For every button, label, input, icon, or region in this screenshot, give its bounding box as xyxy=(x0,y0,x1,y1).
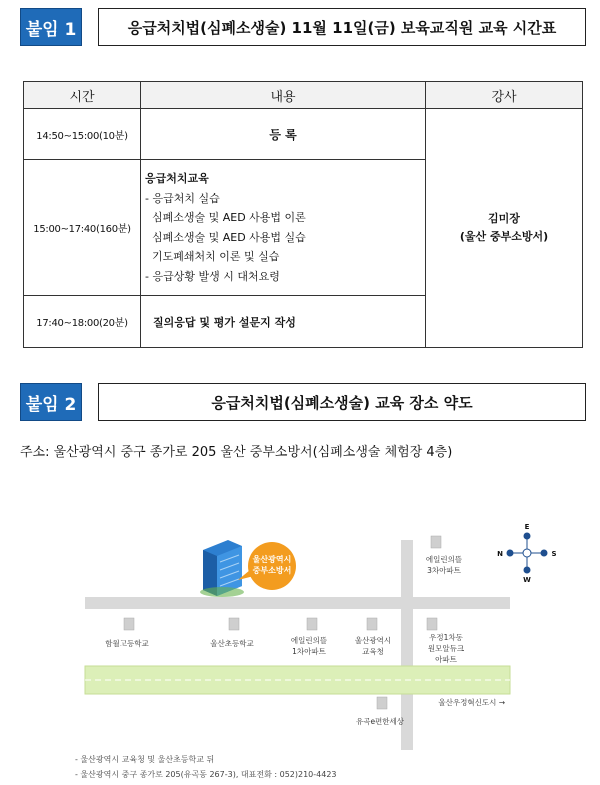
attachment-badge-1: 붙임 1 xyxy=(20,8,82,46)
landmark-label: 3차아파트 xyxy=(427,566,461,575)
header-time: 시간 xyxy=(24,82,141,109)
building-marker xyxy=(124,618,134,630)
lecturer-cell xyxy=(426,109,583,348)
table-header-row xyxy=(24,82,583,109)
content-line: 응급처치교육 xyxy=(145,172,209,185)
schedule-table xyxy=(23,81,583,348)
row-content: 질의응답 및 평가 설문지 작성 xyxy=(141,296,426,348)
landmark-label: 우정1차동 xyxy=(429,633,463,642)
landmark-label: 아파트 xyxy=(435,655,457,664)
location-map xyxy=(0,500,600,785)
building-marker xyxy=(377,697,387,709)
compass-label: E xyxy=(524,523,530,531)
building-marker xyxy=(431,536,441,548)
row-content: 등 록 xyxy=(141,109,426,160)
destination-callout xyxy=(238,542,296,590)
landmark-label: 울산초등학교 xyxy=(210,639,254,648)
map-title: 응급처치법(심폐소생술) 교육 장소 약도 xyxy=(98,383,586,421)
landmark-label: 함월고등학교 xyxy=(105,639,149,648)
landmark-label: 교육청 xyxy=(362,647,384,656)
compass-label: S xyxy=(551,550,557,558)
compass-label: W xyxy=(523,576,531,584)
content-line: 심폐소생술 및 AED 사용법 이론 xyxy=(145,211,306,224)
content-line: 기도폐쇄처치 이론 및 실습 xyxy=(145,250,280,263)
row-time: 14:50~15:00(10분) xyxy=(24,109,141,160)
compass-label: N xyxy=(497,550,503,558)
destination-label: 울산광역시 xyxy=(252,555,292,564)
compass-icon xyxy=(507,533,547,573)
schedule-title: 응급처치법(심폐소생술) 11월 11일(금) 보육교직원 교육 시간표 xyxy=(98,8,586,46)
landmark-label: 에일린의뜰 xyxy=(290,636,328,645)
content-line: - 응급처치 실습 xyxy=(145,191,220,205)
address-text: 주소: 울산광역시 중구 종가로 205 울산 중부소방서(심폐소생술 체험장 4층) xyxy=(20,445,453,460)
destination-label: 중부소방서 xyxy=(252,566,292,575)
header-content: 내용 xyxy=(141,82,426,109)
building-marker xyxy=(307,618,317,630)
landmark-label: 1차아파트 xyxy=(292,647,326,656)
content-line: - 응급상황 발생 시 대처요령 xyxy=(145,269,280,283)
row-time: 17:40~18:00(20분) xyxy=(24,296,141,348)
fire-station-building-icon xyxy=(200,540,244,597)
map-notes xyxy=(75,752,337,782)
content-line: 심폐소생술 및 AED 사용법 실습 xyxy=(145,230,306,244)
row-content xyxy=(141,160,426,296)
lecturer-org: (울산 중부소방서) xyxy=(459,230,549,243)
main-road-horizontal xyxy=(85,597,510,609)
map-note: - 울산광역시 중구 종가로 205(유곡동 267-3), 대표전화 : 052)210-4423 xyxy=(75,770,337,779)
map-note: - 울산광역시 교육청 및 울산초등학교 뒤 xyxy=(75,755,215,764)
building-marker xyxy=(367,618,377,630)
landmark-label: 유곡e편한세상 xyxy=(355,717,405,726)
lecturer-name: 김미장 xyxy=(488,212,520,225)
header-lecturer: 강사 xyxy=(426,82,583,109)
building-marker xyxy=(427,618,437,630)
landmark-label: 울산광역시 xyxy=(354,636,392,645)
building-marker xyxy=(229,618,239,630)
landmark-label: 원모알듀크 xyxy=(427,644,465,653)
table-row xyxy=(24,109,583,160)
attachment-badge-2: 붙임 2 xyxy=(20,383,82,421)
landmark-label: 에일린의뜰 xyxy=(425,555,463,564)
row-time: 15:00~17:40(160분) xyxy=(24,160,141,296)
road-label: 울산우정혁신도시 → xyxy=(438,698,505,707)
